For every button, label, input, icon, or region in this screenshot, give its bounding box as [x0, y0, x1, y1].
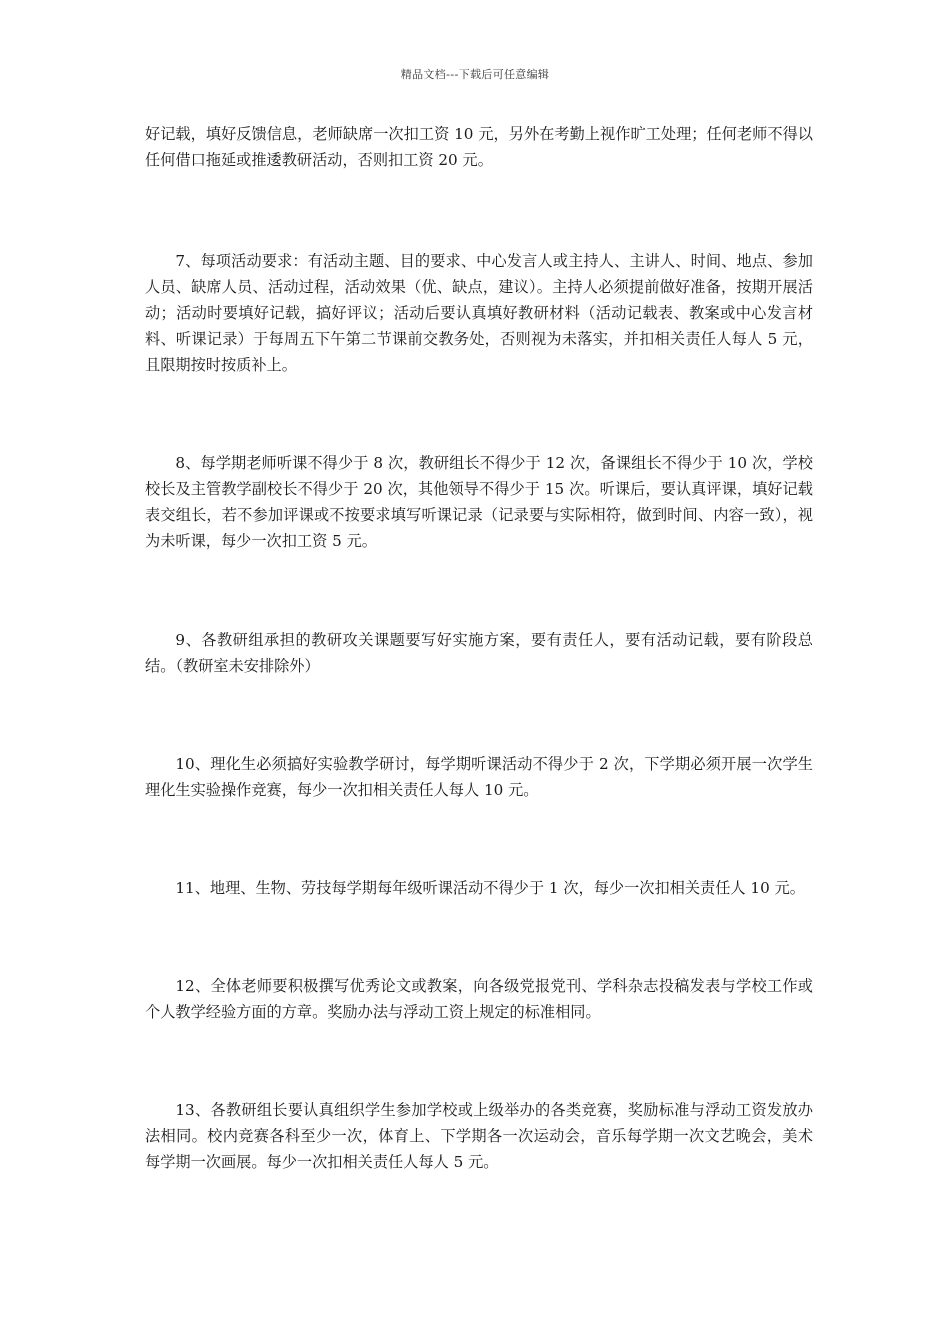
- paragraph-item-8: 8、每学期老师听课不得少于 8 次，教研组长不得少于 12 次，备课组长不得少于 10 次，学校校长及主管教学副校长不得少于 20 次，其他领导不得少于 15 次。听课后，要认真评课，填好记载表交组长，若不参加评课或不按要求填写听课记录（记录要与实际相符，做到时间、内容一致），视为未听课，每少一次扣工资 5 元。: [145, 454, 813, 550]
- paragraph-item-13: 13、各教研组长要认真组织学生参加学校或上级举办的各类竞赛，奖励标准与浮动工资发放办法相同。校内竞赛各科至少一次，体育上、下学期各一次运动会，音乐每学期一次文艺晚会，美术每学期一次画展。每少一次扣相关责任人每人 5 元。: [145, 1101, 813, 1171]
- paragraph-continuation: 好记载，填好反馈信息，老师缺席一次扣工资 10 元，另外在考勤上视作旷工处理；任何老师不得以任何借口拖延或推逶教研活动，否则扣工资 20 元。: [145, 125, 813, 169]
- page-header: 精品文档---下载后可任意编辑: [400, 68, 550, 81]
- paragraph-item-10: 10、理化生必须搞好实验教学研讨，每学期听课活动不得少于 2 次，下学期必须开展一次学生理化生实验操作竞赛，每少一次扣相关责任人每人 10 元。: [145, 755, 813, 799]
- paragraph-item-7: 7、每项活动要求：有活动主题、目的要求、中心发言人或主持人、主讲人、时间、地点、参加人员、缺席人员、活动过程，活动效果（优、缺点，建议）。主持人必须提前做好准备，按期开展活动；活动时要填好记载，搞好评议；活动后要认真填好教研材料（活动记载表、教案或中心发言材料、听课记录）于每周五下午第二节课前交教务处，否则视为未落实，并扣相关责任人每人 5 元，且限期按时按质补上。: [145, 252, 813, 374]
- document-body: [145, 121, 813, 1175]
- paragraph-item-9: 9、各教研组承担的教研攻关课题要写好实施方案，要有责任人，要有活动记载，要有阶段总结。（教研室未安排除外）: [145, 631, 813, 675]
- paragraph-item-11: 11、地理、生物、劳技每学期每年级听课活动不得少于 1 次，每少一次扣相关责任人 10 元。: [175, 879, 805, 897]
- paragraph-item-12: 12、全体老师要积极撰写优秀论文或教案，向各级党报党刊、学科杂志投稿发表与学校工作或个人教学经验方面的方章。奖励办法与浮动工资上规定的标准相同。: [145, 977, 813, 1021]
